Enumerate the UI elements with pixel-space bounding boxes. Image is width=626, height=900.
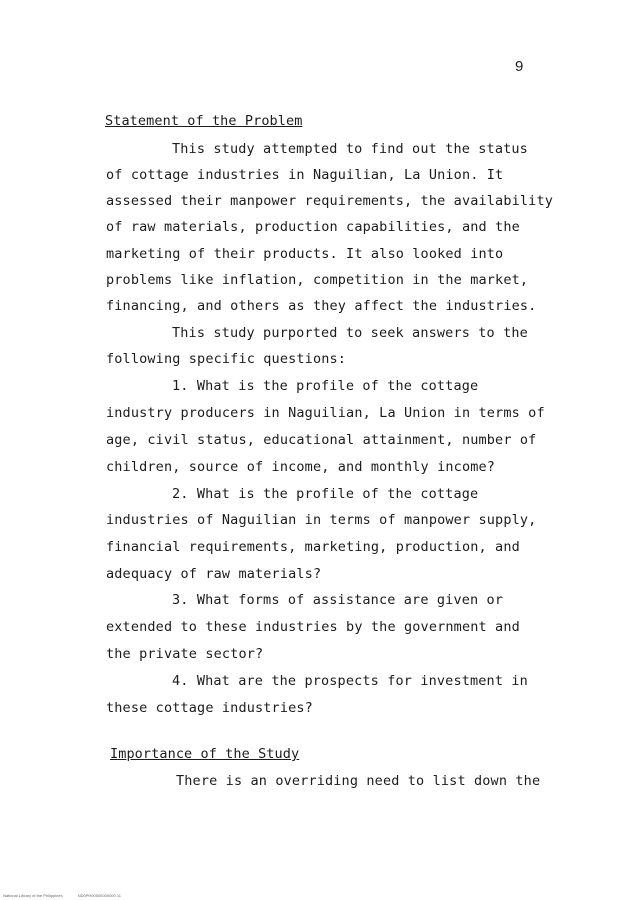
footer-library: National Library of the Philippines [3,893,63,898]
section-heading-statement: Statement of the Problem [105,113,303,129]
text-line: This study attempted to find out the status [172,141,528,157]
text-line: 3. What forms of assistance are given or [172,592,504,608]
text-line: assessed their manpower requirements, the availability [106,193,553,209]
footer-stamp [3,893,121,898]
text-line: financing, and others as they affect the industries. [106,298,537,314]
text-line: industries of Naguilian in terms of manpower supply, [106,512,537,528]
text-line: of raw materials, production capabilities, and the [106,219,520,235]
text-line: of cottage industries in Naguilian, La Union. It [106,167,504,183]
text-line: This study purported to seek answers to the [172,325,528,341]
text-line: children, source of income, and monthly income? [106,459,496,475]
text-line: There is an overriding need to list down the [176,773,541,789]
section-heading-importance: Importance of the Study [110,746,300,762]
text-line: industry producers in Naguilian, La Union in terms of [106,405,545,421]
text-line: 2. What is the profile of the cottage [172,486,479,502]
text-line: these cottage industries? [106,700,313,716]
page-number: 9 [515,58,524,75]
text-line: 4. What are the prospects for investment in [172,673,528,689]
text-line: marketing of their products. It also looked into [106,246,504,262]
text-line: 1. What is the profile of the cottage [172,378,479,394]
footer-code: ND0PH00000000000 11 [77,893,122,898]
text-line: the private sector? [106,646,264,662]
text-line: financial requirements, marketing, production, and [106,539,520,555]
text-line: extended to these industries by the government and [106,619,520,635]
text-line: following specific questions: [106,351,347,367]
text-line: adequacy of raw materials? [106,566,322,582]
text-line: problems like inflation, competition in the market, [106,272,529,288]
text-line: age, civil status, educational attainment, number of [106,432,537,448]
